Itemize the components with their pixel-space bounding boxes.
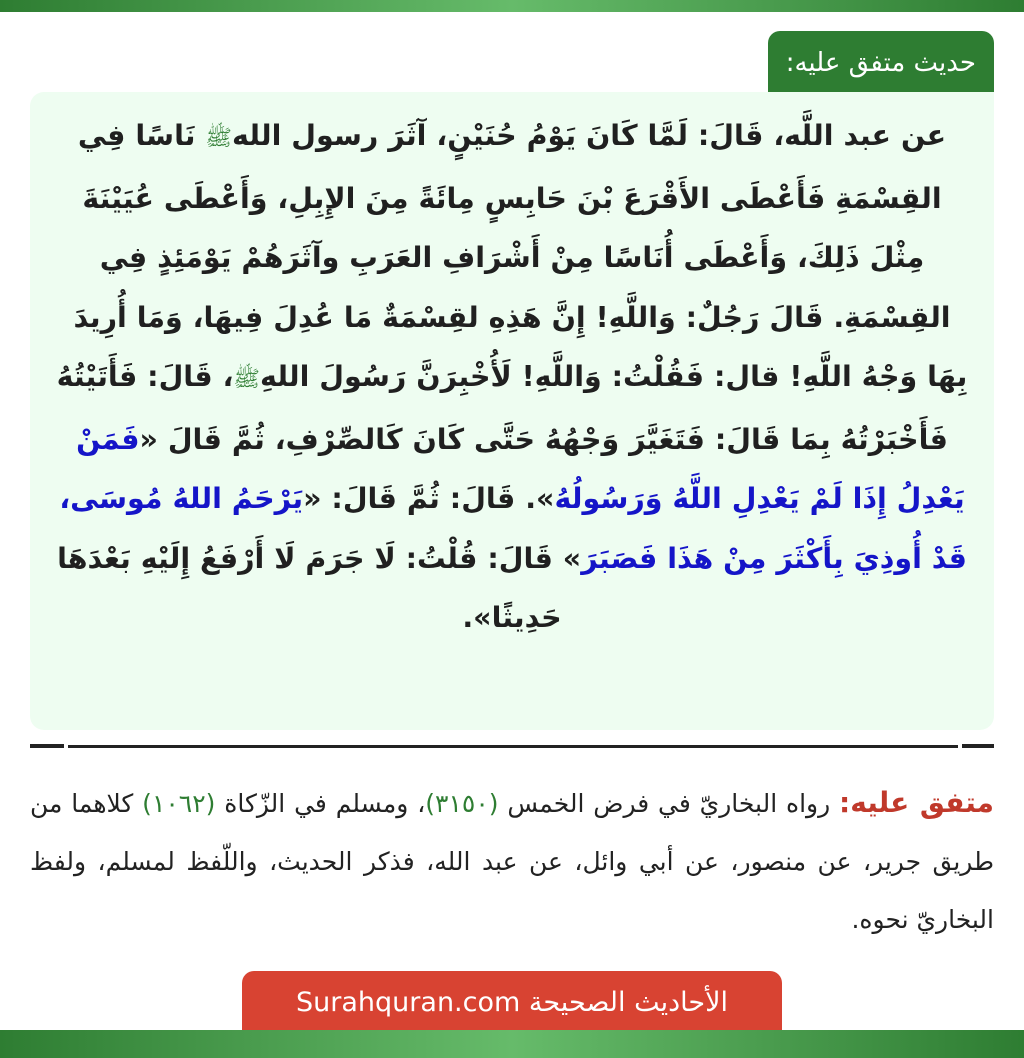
prophet-quote-1: فَمَنْ يَعْدِلُ إِذَا لَمْ يَعْدِلِ اللَّهُ وَرَسُولُهُ: [76, 422, 965, 515]
source-text-2: ، ومسلم في الزّكاة: [215, 789, 426, 818]
source-label: متفق عليه:: [839, 786, 994, 819]
hadith-type-label: حديث متفق عليه:: [768, 31, 994, 95]
hadith-text-part-4: ». قَالَ: ثُمَّ قَالَ: «: [303, 482, 555, 515]
site-badge[interactable]: الأحاديث الصحيحة Surahquran.com: [242, 971, 782, 1032]
hadith-text-part-2: نَاسًا فِي القِسْمَةِ فَأَعْطَى الأَقْرَعَ بْنَ حَابِسٍ مِائَةً مِنَ الإِبِلِ، وَأَعْطَى عُيَيْنَةَ مِثْلَ ذَلِكَ، وَأَعْطَى أُنَاسًا مِنْ أَشْرَافِ العَرَبِ وآثَرَهُمْ يَوْمَئِذٍ فِي القِسْمَةِ. قَالَ رَجُلٌ: وَاللَّهِ! إِنَّ هَذِهِ لقِسْمَةٌ مَا عُدِلَ فِيهَا، وَمَا أُرِيدَ بِهَا وَجْهُ اللَّهِ! قال: فَقُلْتُ: وَاللَّهِ! لَأُخْبِرَنَّ رَسُولَ اللهِ: [73, 119, 968, 393]
hadith-text: [52, 106, 972, 648]
hadith-text-part-5: » قَالَ: قُلْتُ: لَا جَرَمَ لَا أَرْفَعُ إِلَيْهِ بَعْدَهَا حَدِيثًا».: [57, 541, 582, 634]
source-text-1: رواه البخاريّ في فرض الخمس: [498, 789, 840, 818]
bukhari-number: (٣١٥٠): [425, 789, 499, 818]
prophet-salutation-icon: ﷺ: [205, 126, 232, 151]
prophet-salutation-icon: ﷺ: [233, 367, 260, 392]
hadith-text-part-3: ، قَالَ: فَأَتَيْتُهُ فَأَخْبَرْتُهُ بِمَا قَالَ: فَتَغَيَّرَ وَجْهُهُ حَتَّى كَانَ كَالصِّرْفِ، ثُمَّ قَالَ «: [56, 360, 948, 456]
hadith-text-part-1: عن عبد اللَّه، قَالَ: لَمَّا كَانَ يَوْمُ حُنَيْنٍ، آثَرَ رسول الله: [231, 119, 947, 152]
source-text-3: كلاهما من طريق جرير، عن منصور، عن أبي وائل، عن عبد الله، فذكر الحديث، واللّفظ لمسلم، ولفظ البخاريّ نحوه.: [30, 789, 994, 934]
top-decorative-bar: [0, 0, 1024, 12]
prophet-quote-2: يَرْحَمُ اللهُ مُوسَى، قَدْ أُوذِيَ بِأَكْثَرَ مِنْ هَذَا فَصَبَرَ: [59, 482, 967, 575]
hadith-text-box: [30, 92, 994, 730]
bottom-decorative-bar: [0, 1030, 1024, 1058]
divider-line: [68, 745, 958, 748]
muslim-number: (١٠٦٢): [142, 789, 216, 818]
divider-right-segment: [962, 744, 994, 748]
divider-left-segment: [30, 744, 64, 748]
source-note: [30, 774, 994, 949]
